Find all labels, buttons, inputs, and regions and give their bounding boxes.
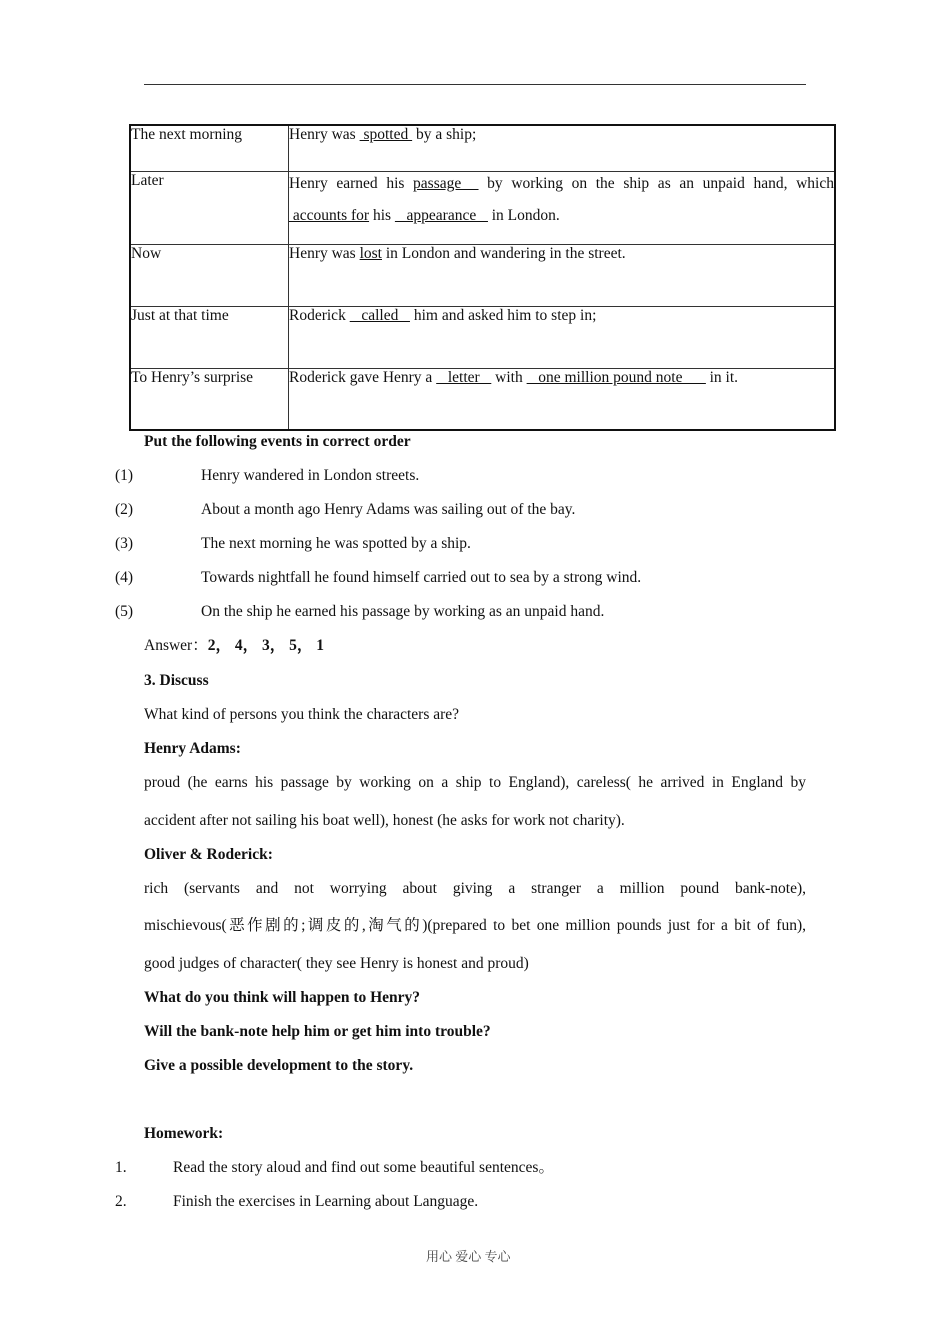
homework-item-text: Read the story aloud and find out some beautiful sentences。: [173, 1159, 554, 1176]
table-row: [130, 171, 835, 244]
homework-item-text: Finish the exercises in Learning about Language.: [173, 1193, 479, 1210]
order-number: (4): [115, 569, 134, 586]
event-cell: [289, 306, 836, 368]
discuss-question: What kind of persons you think the characters are?: [144, 706, 460, 723]
blank-answer: passage: [413, 174, 479, 192]
oliver-roderick-description-line: good judges of character( they see Henry is honest and proud): [144, 955, 529, 972]
order-item-text: The next morning he was spotted by a ship.: [201, 535, 471, 552]
discuss-question-bold: Will the bank-note help him or get him into trouble?: [144, 1023, 491, 1040]
henry-description-line: proud (he earns his passage by working on a ship to England), careless( he arrived in England by: [144, 774, 806, 791]
answer-value: 2， 4， 3， 5， 1: [207, 637, 324, 654]
blank-answer: _letter_: [436, 368, 492, 386]
homework-number: 2.: [115, 1193, 127, 1210]
homework-number: 1.: [115, 1159, 127, 1176]
text-line: [289, 175, 834, 194]
text-line: [289, 207, 834, 226]
text-segment: Roderick: [289, 306, 350, 324]
event-cell: [289, 368, 836, 430]
text-segment: in it.: [705, 368, 739, 386]
oliver-roderick-description-line: mischievous(恶作剧的;调皮的,淘气的)(prepared to bet one million pounds just for a bit of fun),: [144, 917, 806, 934]
order-heading: Put the following events in correct order: [144, 433, 411, 450]
text-segment: Henry was: [289, 126, 360, 143]
text-segment: him and asked him to step in;: [409, 306, 597, 324]
order-item-text: Henry wandered in London streets.: [201, 467, 420, 484]
answer-line: [144, 637, 324, 656]
time-cell: Now: [130, 244, 289, 306]
text-segment: by a ship;: [412, 126, 477, 143]
order-number: (3): [115, 535, 134, 552]
blank-answer: lost: [359, 244, 382, 262]
blank-answer: _appearance _: [394, 207, 488, 225]
blank-answer: _one million pound note___: [526, 368, 706, 386]
table-row: [130, 306, 835, 368]
table-row: [130, 368, 835, 430]
answer-label: Answer：: [144, 637, 208, 654]
event-cell: [289, 171, 836, 244]
page-footer: 用心 爱心 专心: [426, 1249, 511, 1264]
oliver-roderick-description-line: rich (servants and not worrying about giving a stranger a million pound bank-note),: [144, 880, 806, 897]
story-timeline-table: [129, 124, 836, 431]
blank-answer: spotted: [359, 126, 413, 143]
table-row: [130, 244, 835, 306]
henry-description-line: accident after not sailing his boat well), honest (he asks for work not charity).: [144, 812, 625, 829]
order-item-text: Towards nightfall he found himself carried out to sea by a strong wind.: [201, 569, 642, 586]
text-segment: Roderick gave Henry a: [289, 368, 437, 386]
event-cell: [289, 244, 836, 306]
blank-answer: accounts for: [289, 207, 370, 225]
time-cell: The next morning: [130, 125, 289, 171]
header-rule: [144, 84, 806, 85]
order-number: (1): [115, 467, 134, 484]
order-item-text: About a month ago Henry Adams was sailing out of the bay.: [201, 501, 576, 518]
discuss-question-bold: What do you think will happen to Henry?: [144, 989, 421, 1006]
order-number: (5): [115, 603, 134, 620]
time-cell: Just at that time: [130, 306, 289, 368]
homework-heading: Homework:: [144, 1125, 224, 1142]
blank-answer: _called_: [349, 306, 410, 324]
order-item-text: On the ship he earned his passage by working as an unpaid hand.: [201, 603, 605, 620]
order-number: (2): [115, 501, 134, 518]
event-cell: [289, 125, 836, 171]
text-segment: his: [369, 207, 395, 225]
time-cell: To Henry’s surprise: [130, 368, 289, 430]
time-cell: Later: [130, 171, 289, 244]
text-segment: by working on the ship as an unpaid hand, which: [478, 174, 834, 192]
text-segment: in London and wandering in the street.: [382, 244, 626, 262]
text-segment: Henry earned his: [289, 174, 414, 192]
text-segment: in London.: [487, 207, 560, 225]
henry-heading: Henry Adams:: [144, 740, 241, 757]
discuss-heading: 3. Discuss: [144, 672, 209, 689]
oliver-roderick-heading: Oliver & Roderick:: [144, 846, 273, 863]
text-segment: Henry was: [289, 244, 360, 262]
discuss-question-bold: Give a possible development to the story.: [144, 1057, 414, 1074]
text-segment: with: [491, 368, 527, 386]
table-row: [130, 125, 835, 171]
